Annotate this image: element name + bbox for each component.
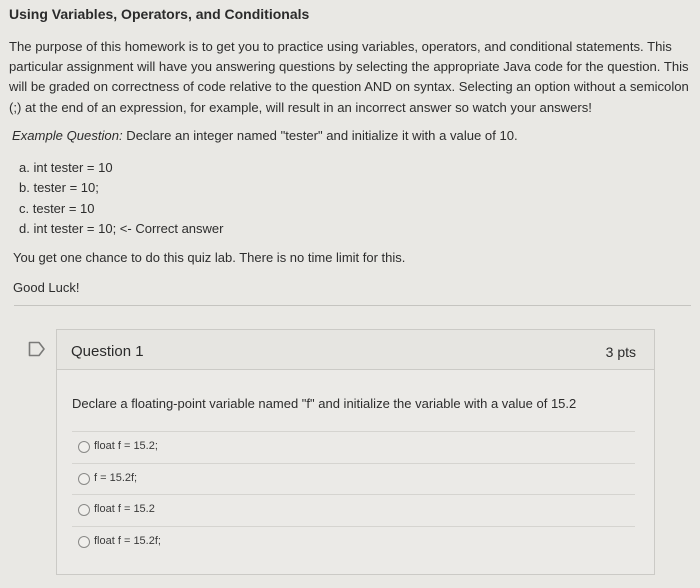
page-title: Using Variables, Operators, and Conditionals <box>9 6 310 22</box>
answer-option-4[interactable] <box>72 526 635 558</box>
question-header <box>57 330 654 370</box>
divider <box>14 305 691 306</box>
radio-button[interactable] <box>78 536 90 548</box>
radio-button[interactable] <box>78 473 90 485</box>
good-luck-text: Good Luck! <box>13 280 80 295</box>
answer-label: f = 15.2f; <box>94 471 138 484</box>
example-option-c: c. tester = 10 <box>19 200 95 216</box>
answer-option-2[interactable] <box>72 463 635 495</box>
answer-option-3[interactable] <box>72 494 635 526</box>
question-title: Question 1 <box>71 343 144 360</box>
time-limit-note: You get one chance to do this quiz lab. There is no time limit for this. <box>13 250 406 265</box>
answer-label: float f = 15.2f; <box>94 534 161 547</box>
answer-label: float f = 15.2; <box>94 440 158 452</box>
question-points: 3 pts <box>605 344 636 360</box>
example-option-a: a. int tester = 10 <box>19 160 113 175</box>
radio-button[interactable] <box>78 441 90 453</box>
intro-paragraph: The purpose of this homework is to get you to practice using variables, operators, and conditional statements. This particular assignment will have you answering questions by selecting the appropriate Java code for the question. This will be graded on correctness of code relative to the question AND on syntax. Selecting an option without a semicolon (;) at the end of an expression, for example, will result in an incorrect answer so watch your answers! <box>9 39 689 115</box>
example-label: Example Question: <box>12 128 123 143</box>
answer-list <box>72 431 635 557</box>
radio-button[interactable] <box>78 504 90 516</box>
answer-option-1[interactable] <box>72 431 635 463</box>
answer-label: float f = 15.2 <box>94 503 155 515</box>
question-text: Declare a floating-point variable named "f" and initialize the variable with a value of 15.2 <box>72 396 577 411</box>
example-options <box>19 158 223 239</box>
example-option-d: d. int tester = 10; <- Correct answer <box>19 220 224 236</box>
flag-icon[interactable] <box>28 341 46 357</box>
example-question <box>12 128 518 143</box>
question-card <box>56 329 655 575</box>
example-option-b: b. tester = 10; <box>19 180 99 196</box>
example-text: Declare an integer named "tester" and initialize it with a value of 10. <box>122 128 518 143</box>
